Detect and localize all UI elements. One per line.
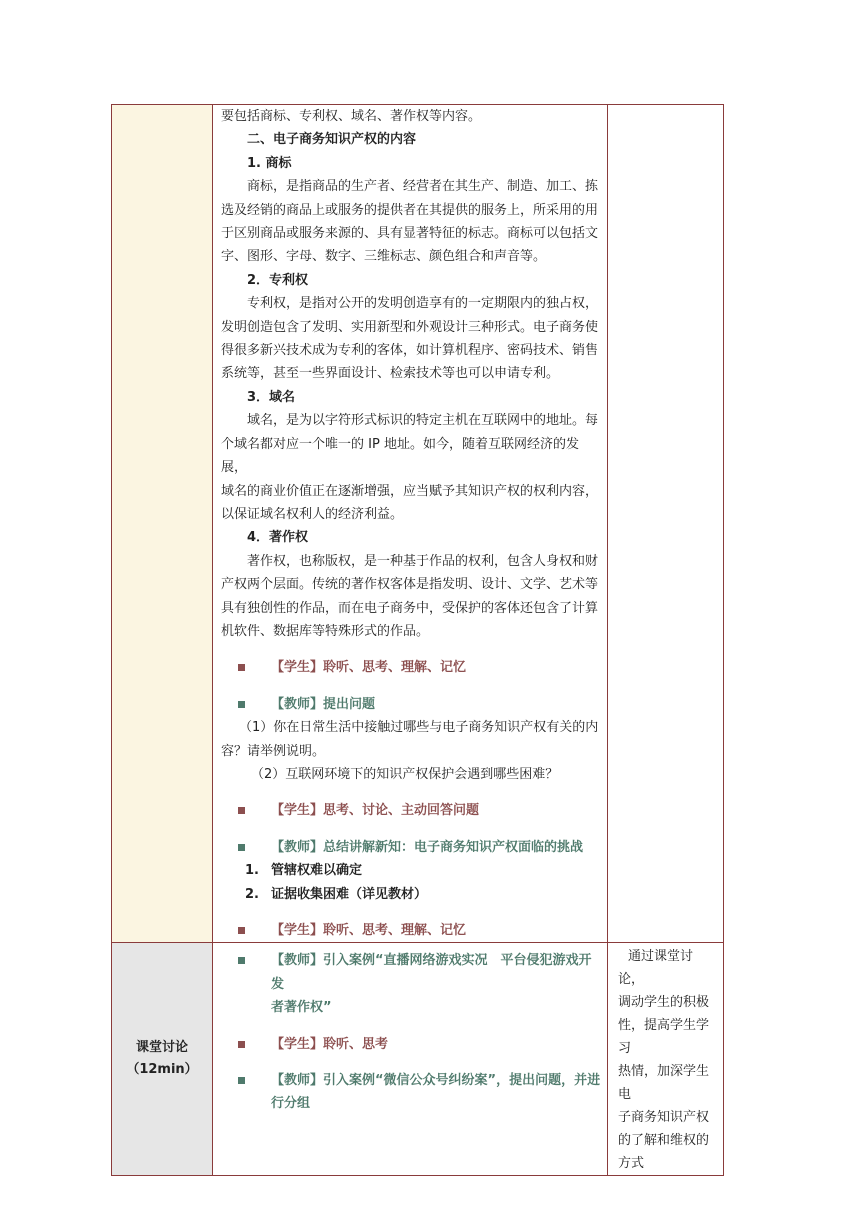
- item-title: 4．著作权: [247, 530, 309, 546]
- paragraph-line: 域名，是为以字符形式标识的特定主机在互联网中的地址。每: [247, 413, 599, 429]
- bullet-square-icon: [238, 927, 245, 934]
- bullet-square-icon: [238, 1077, 245, 1084]
- goal-cell: [608, 105, 724, 943]
- question-line: （1）你在日常生活中接触过哪些与电子商务知识产权有关的内: [239, 720, 599, 736]
- student-activity: 【学生】聆听、思考、理解、记忆: [221, 656, 601, 679]
- paragraph-line: 于区别商品或服务来源的、具有显著特征的标志。商标可以包括文: [221, 226, 599, 242]
- paragraph-line: 个域名都对应一个唯一的 IP 地址。如今，随着互联网经济的发展，: [221, 436, 579, 476]
- item-title: 1. 商标: [247, 155, 292, 171]
- paragraph-line: 具有独创性的作品，而在电子商务中，受保护的客体还包含了计算: [221, 600, 599, 616]
- content-cell: [213, 943, 608, 1176]
- paragraph-line: 以保证域名权利人的经济利益。: [221, 506, 404, 522]
- section-heading: 二、电子商务知识产权的内容: [247, 132, 417, 148]
- content-cell: [213, 105, 608, 943]
- bullet-square-icon: [238, 807, 245, 814]
- paragraph-line: 机软件、数据库等特殊形式的作品。: [221, 623, 430, 639]
- stage-label-cell: [112, 105, 213, 943]
- paragraph-line: 域名的商业价值正在逐渐增强，应当赋予其知识产权的权利内容，: [221, 483, 599, 499]
- student-activity: 【学生】聆听、思考、理解、记忆: [221, 919, 601, 942]
- item-title: 2．专利权: [247, 272, 309, 288]
- goal-cell: [608, 943, 724, 1176]
- paragraph-line: 商标，是指商品的生产者、经营者在其生产、制造、加工、拣: [247, 179, 599, 195]
- table-row: [112, 105, 724, 943]
- teacher-activity-cont: 行分组: [271, 1096, 311, 1112]
- goal-line: 方式: [618, 1156, 645, 1172]
- intro-text: 要包括商标、专利权、域名、著作权等内容。: [221, 109, 482, 124]
- paragraph-line: 发明创造包含了发明、实用新型和外观设计三种形式。电子商务使: [221, 319, 599, 335]
- teacher-activity: 【教师】提出问题: [221, 693, 601, 716]
- goal-line: 通过课堂讨论，: [618, 949, 694, 988]
- student-activity: 【学生】聆听、思考: [221, 1033, 601, 1056]
- goal-line: 子商务知识产权: [618, 1110, 710, 1126]
- challenge-item: 1. 管辖权难以确定: [245, 863, 363, 879]
- paragraph-line: 著作权，也称版权，是一种基于作品的权利，包含人身权和财: [247, 553, 599, 569]
- teacher-activity: 【教师】引入案例“直播网络游戏实况 平台侵犯游戏开发: [221, 949, 601, 996]
- challenge-item: 2. 证据收集困难（详见教材）: [245, 886, 428, 902]
- goal-line: 的了解和维权的: [618, 1133, 710, 1149]
- goal-line: 调动学生的积极: [618, 995, 710, 1011]
- bullet-square-icon: [238, 1041, 245, 1048]
- question-line: （2）互联网环境下的知识产权保护会遇到哪些困难？: [251, 766, 559, 782]
- paragraph-line: 选及经销的商品上或服务的提供者在其提供的服务上，所采用的用: [221, 202, 599, 218]
- paragraph-line: 字、图形、字母、数字、三维标志、颜色组合和声音等。: [221, 249, 547, 265]
- teacher-activity-cont: 者著作权”: [271, 1000, 332, 1016]
- bullet-square-icon: [238, 844, 245, 851]
- goal-line: 性，提高学生学习: [618, 1018, 710, 1057]
- question-line: 容？请举例说明。: [221, 743, 326, 759]
- paragraph-line: 专利权，是指对公开的发明创造享有的一定期限内的独占权，: [247, 296, 599, 312]
- teacher-activity: 【教师】总结讲解新知：电子商务知识产权面临的挑战: [221, 836, 601, 859]
- goal-line: 热情，加深学生电: [618, 1064, 710, 1103]
- student-activity: 【学生】思考、讨论、主动回答问题: [221, 799, 601, 822]
- teacher-activity: 【教师】引入案例“微信公众号纠纷案”，提出问题，并进: [221, 1069, 601, 1092]
- paragraph-line: 得很多新兴技术成为专利的客体，如计算机程序、密码技术、销售: [221, 343, 599, 359]
- stage-label: 课堂讨论: [135, 1040, 188, 1056]
- table-row: [112, 943, 724, 1176]
- paragraph-line: 系统等，甚至一些界面设计、检索技术等也可以申请专利。: [221, 366, 560, 382]
- item-title: 3．域名: [247, 389, 296, 405]
- stage-label-cell: [112, 943, 213, 1176]
- stage-duration: （12min）: [126, 1062, 198, 1078]
- paragraph-line: 产权两个层面。传统的著作权客体是指发明、设计、文学、艺术等: [221, 577, 599, 593]
- bullet-square-icon: [238, 664, 245, 671]
- bullet-square-icon: [238, 957, 245, 964]
- bullet-square-icon: [238, 701, 245, 708]
- lesson-plan-table: [111, 104, 724, 1176]
